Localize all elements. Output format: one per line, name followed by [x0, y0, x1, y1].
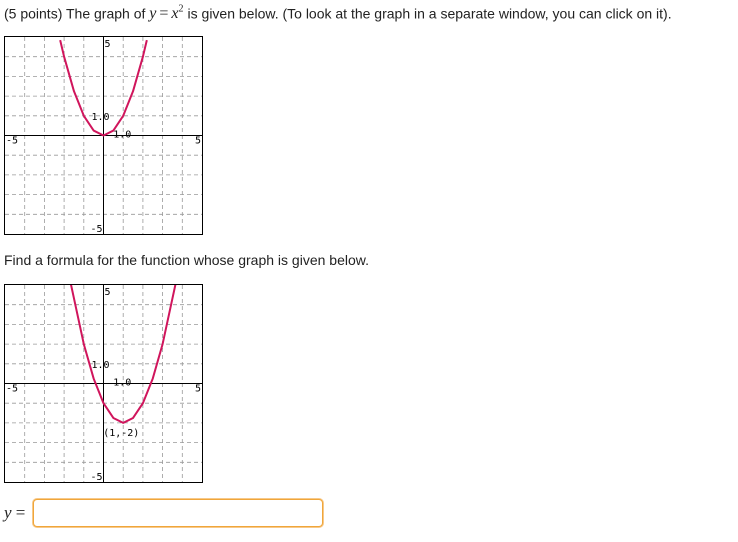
reference-graph-svg	[5, 37, 202, 234]
equation-rhs-exp: 2	[178, 4, 184, 15]
tick-label-x-min: -5	[6, 383, 19, 395]
equation-rhs-base: x	[171, 5, 179, 23]
target-graph[interactable]	[4, 284, 203, 483]
curve-series-0	[71, 285, 175, 423]
problem-points-text: (5 points) The graph of	[4, 5, 146, 22]
tick-label-x-max: 5	[194, 135, 201, 147]
reference-graph[interactable]	[4, 36, 203, 235]
target-graph-svg	[5, 285, 202, 482]
tick-label-y-max: 5	[104, 287, 111, 298]
answer-row	[4, 498, 323, 528]
find-formula-prompt: Find a formula for the function whose graph is given below.	[4, 252, 369, 268]
vertex-label: (1,-2)	[103, 427, 140, 439]
answer-input[interactable]	[33, 499, 323, 527]
problem-rest-text: is given below. (To look at the graph in a separate window, you can click on it).	[187, 5, 672, 22]
tick-label-y-unit: 1.0	[91, 359, 110, 371]
tick-label-y-min: -5	[90, 472, 103, 482]
equation-lhs: y	[149, 5, 157, 23]
tick-label-x-unit: 1.0	[113, 129, 132, 141]
answer-label	[4, 503, 25, 523]
tick-label-y-max: 5	[104, 39, 111, 50]
tick-label-y-unit: 1.0	[91, 111, 110, 123]
answer-label-eq: =	[15, 503, 26, 522]
tick-label-x-unit: 1.0	[113, 377, 132, 389]
tick-label-x-min: -5	[6, 135, 19, 147]
problem-equation: $y = x^2$	[149, 4, 184, 23]
tick-label-x-max: 5	[194, 383, 201, 395]
problem-statement	[4, 4, 672, 23]
answer-label-var: y	[4, 503, 12, 522]
tick-label-y-min: -5	[90, 224, 103, 234]
